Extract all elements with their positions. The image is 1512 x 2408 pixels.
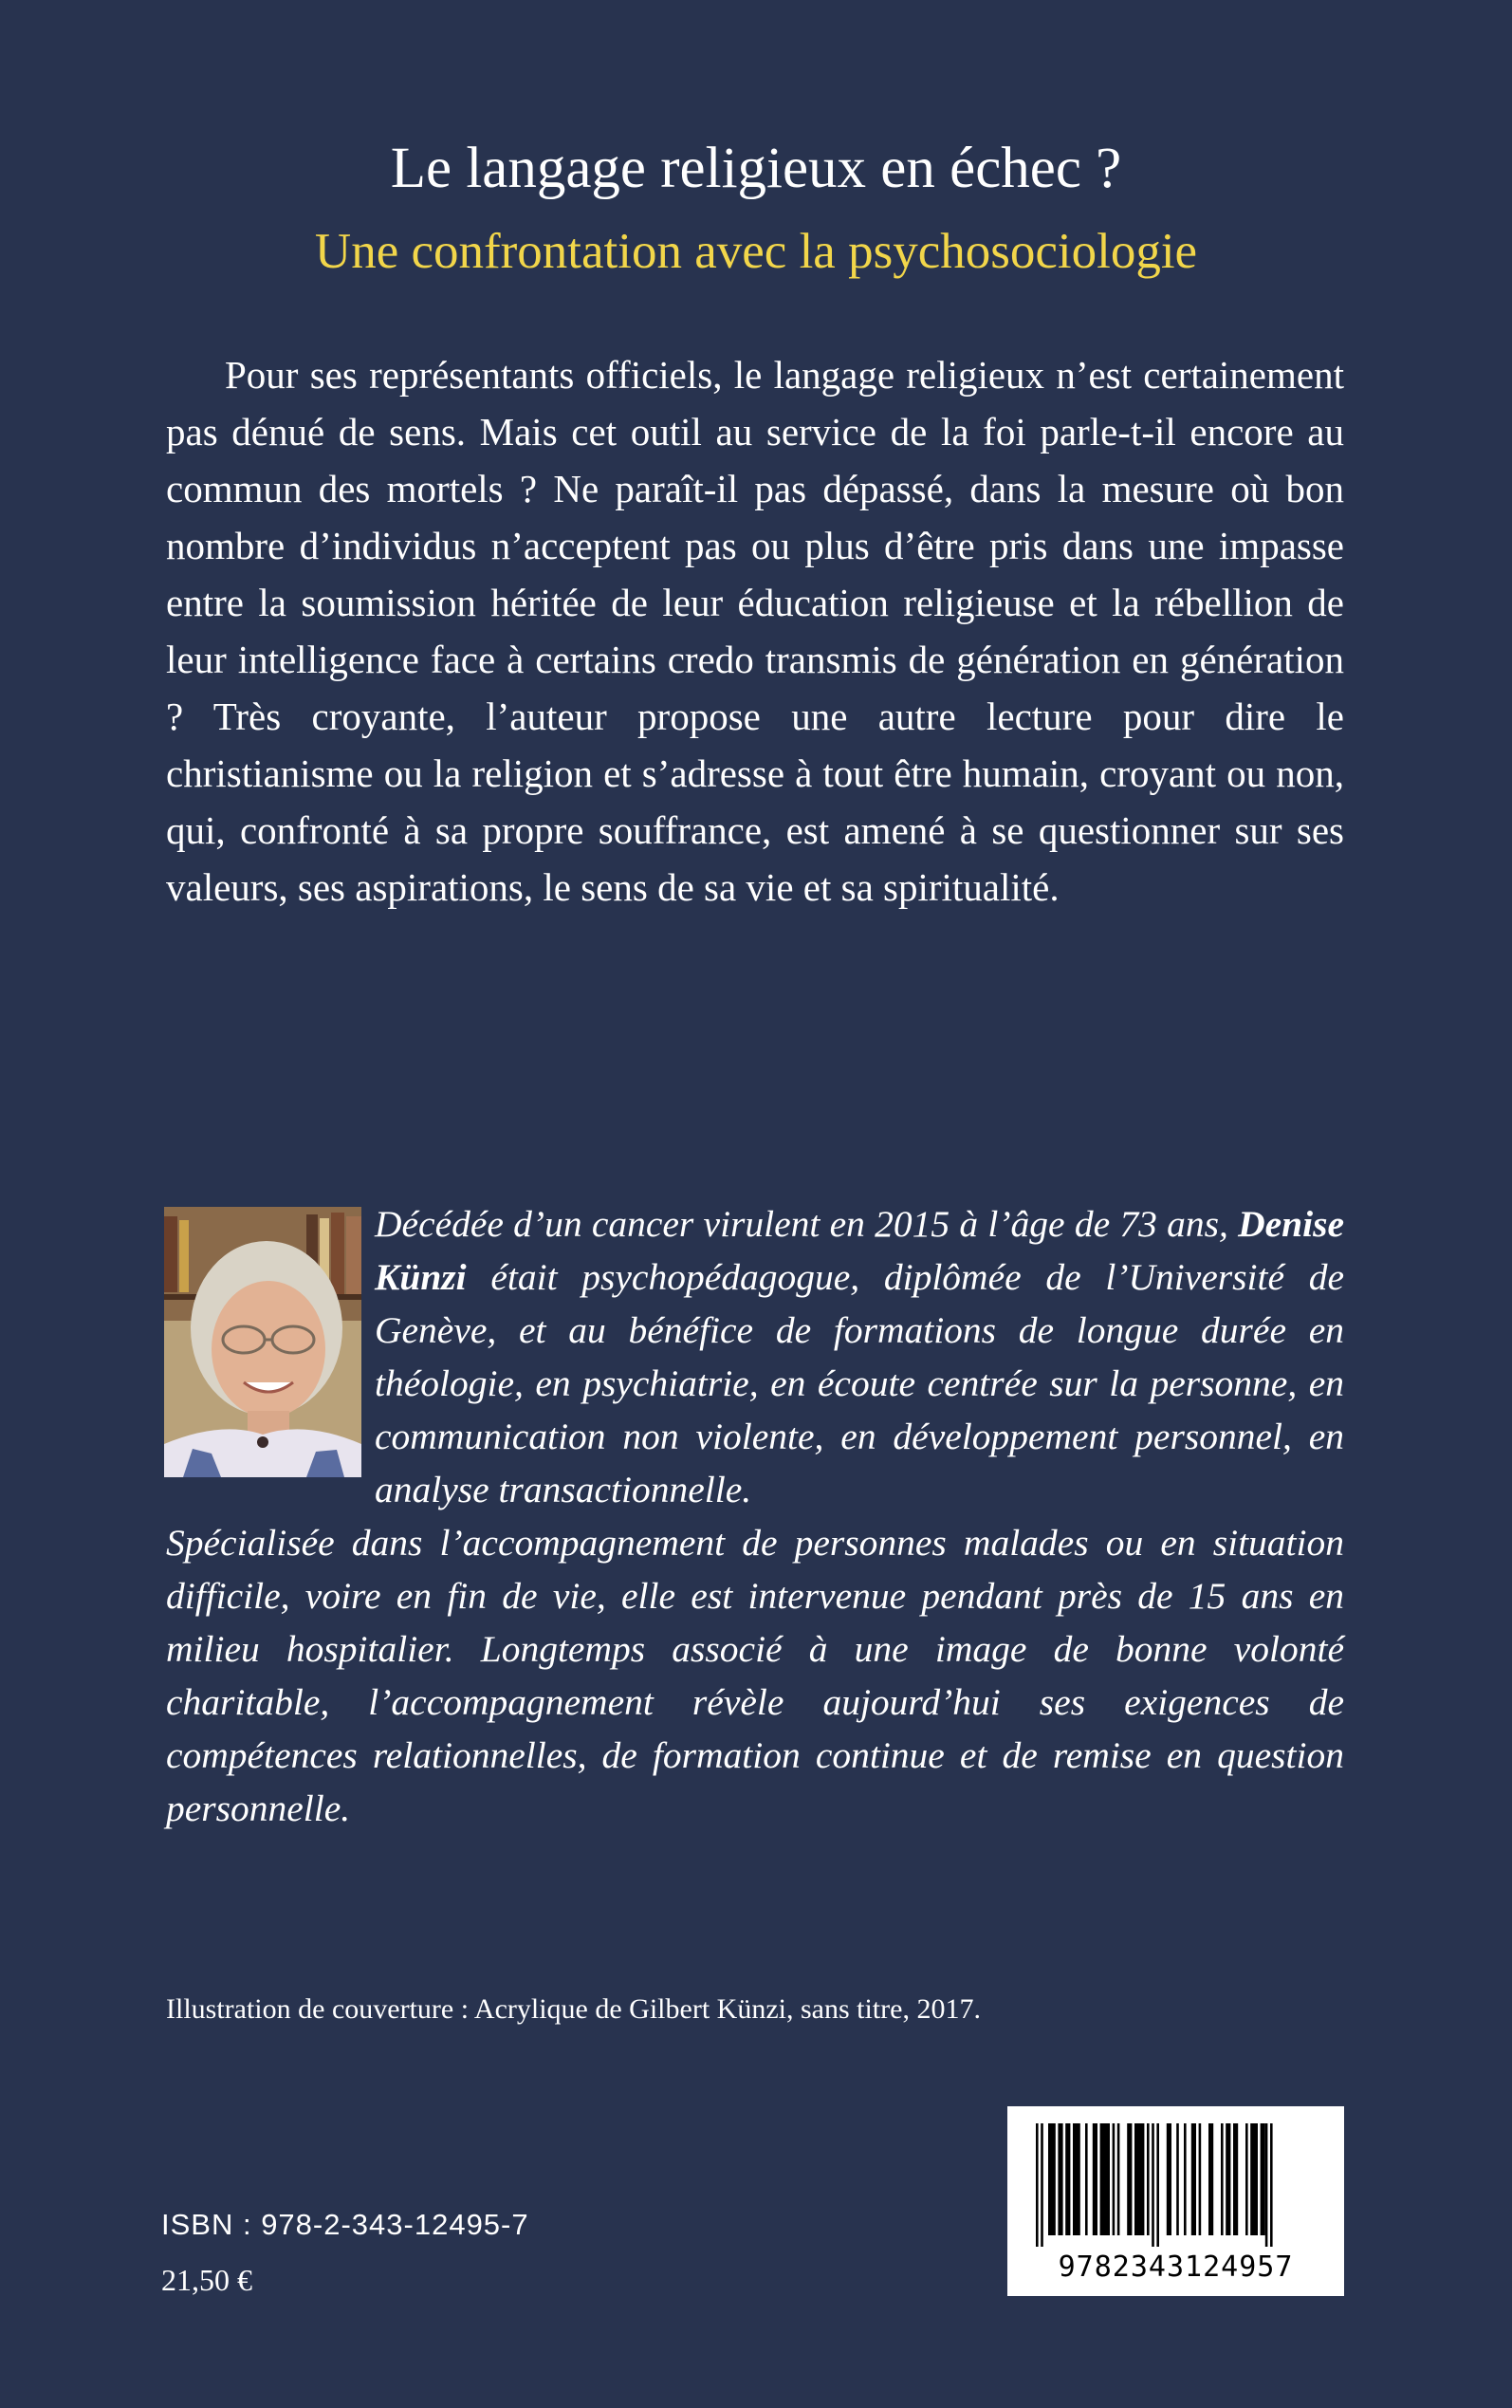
barcode-bar <box>1134 2123 1144 2235</box>
barcode-bar <box>1270 2123 1273 2247</box>
barcode <box>1007 2106 1344 2296</box>
author-name: Denise Künzi <box>375 1203 1345 1298</box>
barcode-bar <box>1117 2123 1120 2235</box>
barcode-bar <box>1167 2123 1171 2235</box>
barcode-bar <box>1221 2123 1224 2235</box>
barcode-bar <box>1250 2123 1258 2235</box>
barcode-bar <box>1127 2123 1132 2235</box>
barcode-bar <box>1048 2123 1056 2235</box>
author-bio <box>166 1197 1344 1835</box>
barcode-bars <box>1036 2123 1316 2247</box>
barcode-digits: 9782343124957 <box>1058 2251 1294 2284</box>
barcode-bar <box>1245 2123 1248 2235</box>
book-blurb: Pour ses représentants officiels, le langage religieux n’est certainement pas dénué de sens. Mais cet outil au service de la foi parle-t-il encore au commun des mortels ? Ne paraît-il pas dépassé, dans la mesure où bon nombre d’individus n’acceptent pas ou plus d’être pris dans une impasse entre la soumission héritée de leur éducation religieuse et la rébellion de leur intelligence face à certains credo transmis de génération en génération ? Très croyante, l’auteur propose une autre lecture pour dire le christianisme ou la religion et s’adresse à tout être humain, croyant ou non, qui, confronté à sa propre souffrance, est amené à se questionner sur ses valeurs, ses aspirations, le sens de sa vie et sa spiritualité. <box>166 353 1344 909</box>
price: 21,50 € <box>161 2263 252 2297</box>
author-bio-main: était psychopédagogue, diplômée de l’Université de Genève, et au bénéfice de formations de longue durée en théologie, en psychiatrie, en écoute centrée sur la personne, en communication non violente, en développement personnel, en analyse transactionnelle. <box>375 1256 1344 1510</box>
barcode-bar <box>1261 2123 1265 2235</box>
barcode-bar <box>1058 2123 1062 2235</box>
barcode-bar <box>1073 2123 1080 2235</box>
barcode-bar <box>1093 2123 1097 2235</box>
barcode-bar <box>1036 2123 1039 2247</box>
author-bio-second: Spécialisée dans l’accompagnement de personnes malades ou en situation difficile, voire en fin de vie, elle est intervenue pendant près de 15 ans en milieu hospitalier. Longtemps associé à une image de bonne volonté charitable, l’accompagnement révèle aujourd’hui ses exigences de compétences relationnelles, de formation continue et de remise en question personnelle. <box>166 1522 1344 1829</box>
author-bio-intro: Décédée d’un cancer virulent en 2015 à l’âge de 73 ans, <box>375 1203 1228 1245</box>
barcode-bar <box>1184 2123 1187 2235</box>
barcode-bar <box>1233 2123 1238 2235</box>
book-title: Le langage religieux en échec ? <box>390 137 1122 200</box>
barcode-bar <box>1199 2123 1202 2235</box>
barcode-bar <box>1113 2123 1116 2235</box>
barcode-bar <box>1100 2123 1110 2235</box>
barcode-bar <box>1152 2123 1154 2247</box>
barcode-bar <box>1041 2123 1043 2247</box>
barcode-bar <box>1065 2123 1070 2235</box>
barcode-bar <box>1156 2123 1159 2247</box>
barcode-bar <box>1147 2123 1150 2235</box>
barcode-bar <box>1191 2123 1196 2235</box>
isbn: ISBN : 978-2-343-12495-7 <box>161 2208 529 2241</box>
book-subtitle: Une confrontation avec la psychosociologie <box>314 224 1198 279</box>
illustration-credit: Illustration de couverture : Acrylique de Gilbert Künzi, sans titre, 2017. <box>166 1993 981 2025</box>
barcode-bar <box>1176 2123 1179 2235</box>
barcode-bar <box>1208 2123 1213 2235</box>
barcode-bar <box>1226 2123 1230 2235</box>
barcode-bar <box>1085 2123 1088 2235</box>
barcode-bar <box>1265 2123 1268 2247</box>
